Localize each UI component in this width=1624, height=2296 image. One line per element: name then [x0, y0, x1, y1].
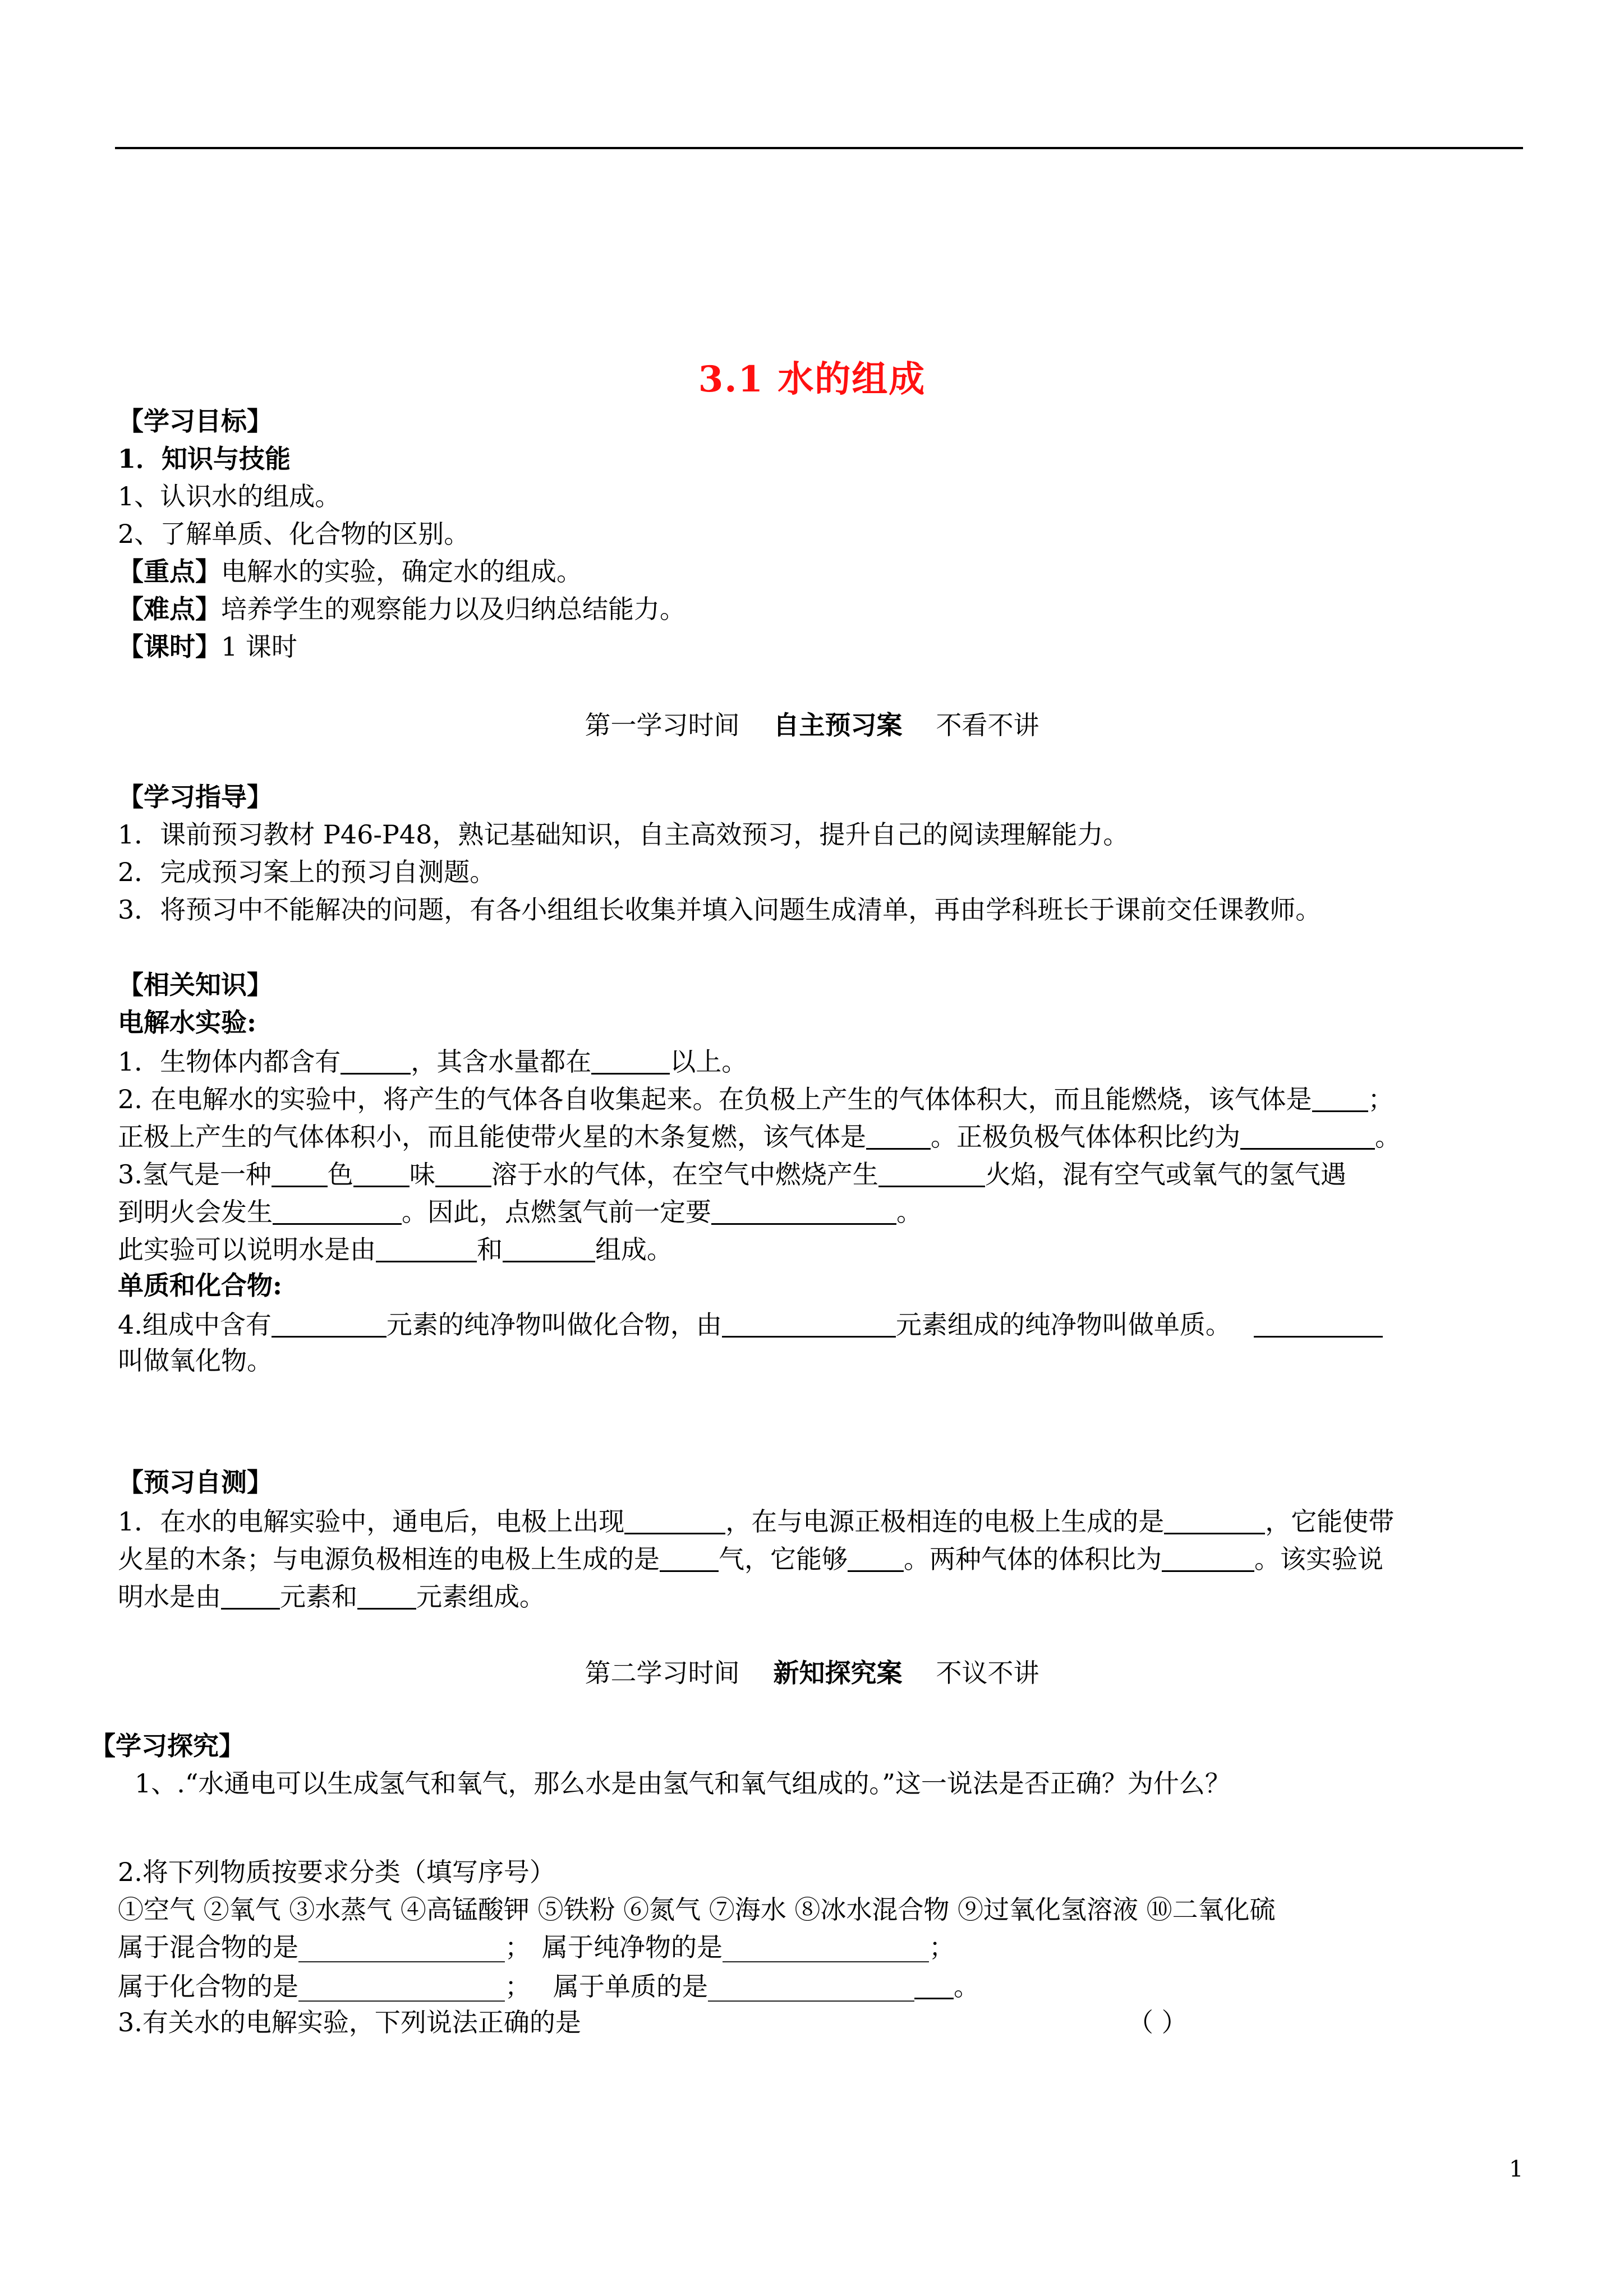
- answer-blank[interactable]: [503, 1235, 595, 1262]
- answer-blank[interactable]: [866, 1122, 931, 1150]
- selftest-text-h: 明水是由: [118, 1582, 221, 1612]
- answer-blank[interactable]: [376, 1235, 477, 1262]
- answer-blank[interactable]: [1240, 1122, 1375, 1150]
- q2-text-b: ；: [1368, 1084, 1394, 1114]
- key-point: [118, 556, 582, 587]
- selftest-text-e: 气，它能够: [719, 1544, 848, 1574]
- answer-blank[interactable]: [273, 1197, 402, 1225]
- selftest-text-c: ，它能使带: [1265, 1506, 1395, 1537]
- difficulty-point: [118, 596, 686, 622]
- section-2-part1: 第二学习时间: [585, 1658, 740, 1688]
- selftest-q1-line3: [118, 1582, 545, 1610]
- answer-blank[interactable]: [1162, 1545, 1254, 1572]
- time-text: 1 课时: [221, 631, 297, 662]
- mixture-prompt: 属于混合物的是________________；: [118, 1932, 531, 1962]
- answer-blank[interactable]: [660, 1545, 719, 1572]
- answer-blank[interactable]: [914, 1972, 954, 1999]
- selftest-text-j: 元素组成。: [416, 1582, 545, 1612]
- answer-blank[interactable]: [711, 1197, 896, 1225]
- q1-text-b: ，其含水量都在: [411, 1046, 592, 1077]
- answer-blank[interactable]: [722, 1310, 896, 1338]
- lesson-time: [118, 631, 297, 662]
- element-prompt: 属于单质的是________________: [553, 1971, 914, 2002]
- explore-heading: 【学习探究】: [90, 1731, 245, 1761]
- selftest-text-b: ，在与电源正极相连的电极上生成的是: [725, 1506, 1165, 1537]
- q3-text-j: 和: [477, 1234, 503, 1265]
- pure-prompt: 属于纯净物的是________________；: [542, 1932, 955, 1962]
- answer-blank[interactable]: [341, 1047, 411, 1075]
- answer-blank[interactable]: [272, 1310, 387, 1338]
- objectives-sub: 1．知识与技能: [118, 444, 291, 474]
- knowledge-q2-line1: [118, 1085, 1394, 1112]
- knowledge-sub-2: 单质和化合物:: [118, 1270, 282, 1301]
- q2-text-c: 正极上产生的气体体积小，而且能使带火星的木条复燃，该气体是: [118, 1122, 866, 1152]
- selftest-text-g: 。该实验说: [1254, 1544, 1383, 1574]
- selftest-text-a: 1．在水的电解实验中，通电后，电极上出现: [118, 1506, 625, 1537]
- objectives-heading: 【学习目标】: [118, 406, 273, 436]
- q2-text-d: 。正极负极气体体积比约为: [931, 1122, 1240, 1152]
- q1-text-c: 以上。: [670, 1046, 748, 1077]
- guide-line-1: 1．课前预习教材 P46-P48，熟记基础知识，自主高效预习，提升自己的阅读理解能力。: [118, 819, 1129, 850]
- explore-q3: 3.有关水的电解实验，下列说法正确的是: [118, 2007, 581, 2037]
- section-2-part3: 不议不讲: [936, 1658, 1039, 1688]
- section-1-part1: 第一学习时间: [585, 710, 740, 740]
- answer-paren: （ ）: [1128, 2007, 1188, 2037]
- knowledge-q3-line2: [118, 1197, 922, 1225]
- time-label: 【课时】: [118, 631, 221, 662]
- selftest-text-d: 火星的木条；与电源负极相连的电极上生成的是: [118, 1544, 660, 1574]
- explore-q2: 2.将下列物质按要求分类（填写序号）: [118, 1857, 555, 1887]
- knowledge-q3-line1: [118, 1159, 1346, 1190]
- q4-text-a: 4.组成中含有: [118, 1310, 272, 1340]
- guide-heading: 【学习指导】: [118, 782, 273, 812]
- answer-blank[interactable]: [624, 1507, 725, 1534]
- difficulty-text: 培养学生的观察能力以及归纳总结能力。: [221, 594, 686, 624]
- section-1-header: [0, 712, 1624, 738]
- q3-text-e: 火焰，混有空气或氧气的氢气遇: [984, 1159, 1346, 1190]
- selftest-q1-line1: [118, 1506, 1395, 1537]
- answer-blank[interactable]: [878, 1160, 985, 1187]
- explore-q1: 1、.“水通电可以生成氢气和氧气，那么水是由氢气和氧气组成的。”这一说法是否正确？为什么？: [135, 1768, 1231, 1799]
- knowledge-q4-line1: [118, 1310, 1383, 1338]
- knowledge-q4-line2: 叫做氧化物。: [118, 1345, 273, 1376]
- section-1-part2: 自主预习案: [773, 710, 903, 740]
- page-number: 1: [1509, 2156, 1524, 2182]
- answer-blank[interactable]: [353, 1160, 410, 1187]
- answer-blank[interactable]: [435, 1160, 491, 1187]
- knowledge-q2-line2: [118, 1122, 1401, 1150]
- answer-blank[interactable]: [357, 1582, 416, 1610]
- q3-text-f: 到明火会发生: [118, 1197, 273, 1227]
- q3-text-a: 3.氢气是一种: [118, 1159, 272, 1190]
- q3-text-h: 。: [896, 1197, 922, 1227]
- q3-text-c: 味: [409, 1159, 435, 1190]
- objective-item-1: 1、认识水的组成。: [118, 481, 341, 511]
- key-label: 【重点】: [118, 556, 221, 587]
- q4-text-c: 元素组成的纯净物叫做单质。: [895, 1310, 1231, 1340]
- q1-text-a: 1．生物体内都含有: [118, 1046, 341, 1077]
- q3-text-g: 。因此，点燃氢气前一定要: [402, 1197, 711, 1227]
- answer-blank[interactable]: [591, 1047, 670, 1075]
- knowledge-q3-line3: [118, 1234, 673, 1265]
- q3-text-i: 此实验可以说明水是由: [118, 1234, 376, 1265]
- selftest-q1-line2: [118, 1545, 1383, 1572]
- answer-blank[interactable]: [272, 1160, 328, 1187]
- difficulty-label: 【难点】: [118, 594, 221, 624]
- answer-blank[interactable]: [1254, 1310, 1383, 1338]
- compound-prompt: 属于化合物的是________________；: [118, 1971, 531, 2002]
- header-rule: [115, 147, 1523, 149]
- guide-line-2: 2．完成预习案上的预习自测题。: [118, 857, 496, 887]
- q3-text-b: 色: [327, 1159, 353, 1190]
- section-2-header: [0, 1660, 1624, 1686]
- answer-blank[interactable]: [1312, 1085, 1368, 1112]
- key-text: 电解水的实验，确定水的组成。: [221, 556, 582, 587]
- answer-blank[interactable]: [221, 1582, 280, 1610]
- explore-mixture-pure: [118, 1934, 955, 1960]
- explore-compound-element: [118, 1971, 979, 2002]
- q2-text-a: 2. 在电解水的实验中，将产生的气体各自收集起来。在负极上产生的气体体积大，而且能燃烧，该气体是: [118, 1084, 1312, 1114]
- explore-items: ①空气 ②氧气 ③水蒸气 ④高锰酸钾 ⑤铁粉 ⑥氮气 ⑦海水 ⑧冰水混合物 ⑨过氧化氢溶液 ⑩二氧化硫: [118, 1894, 1276, 1925]
- selftest-heading: 【预习自测】: [118, 1467, 273, 1497]
- q3-text-d: 溶于水的气体，在空气中燃烧产生: [491, 1159, 878, 1190]
- knowledge-heading: 【相关知识】: [118, 970, 273, 1000]
- selftest-text-f: 。两种气体的体积比为: [904, 1544, 1162, 1574]
- knowledge-q1: [118, 1047, 747, 1075]
- section-2-part2: 新知探究案: [773, 1658, 903, 1688]
- knowledge-sub-1: 电解水实验:: [118, 1007, 256, 1038]
- answer-blank[interactable]: [848, 1545, 904, 1572]
- q4-text-b: 元素的纯净物叫做化合物，由: [386, 1310, 722, 1340]
- q2-text-e: 。: [1375, 1122, 1401, 1152]
- guide-line-3: 3．将预习中不能解决的问题，有各小组组长收集并填入问题生成清单，再由学科班长于课前交任课教师。: [118, 895, 1322, 925]
- selftest-text-i: 元素和: [280, 1582, 357, 1612]
- page-title: 3.1 水的组成: [698, 358, 926, 400]
- q3-text-k: 组成。: [595, 1234, 673, 1265]
- section-1-part3: 不看不讲: [936, 710, 1039, 740]
- answer-blank[interactable]: [1164, 1507, 1265, 1534]
- objective-item-2: 2、了解单质、化合物的区别。: [118, 519, 470, 549]
- element-end: 。: [954, 1971, 979, 2002]
